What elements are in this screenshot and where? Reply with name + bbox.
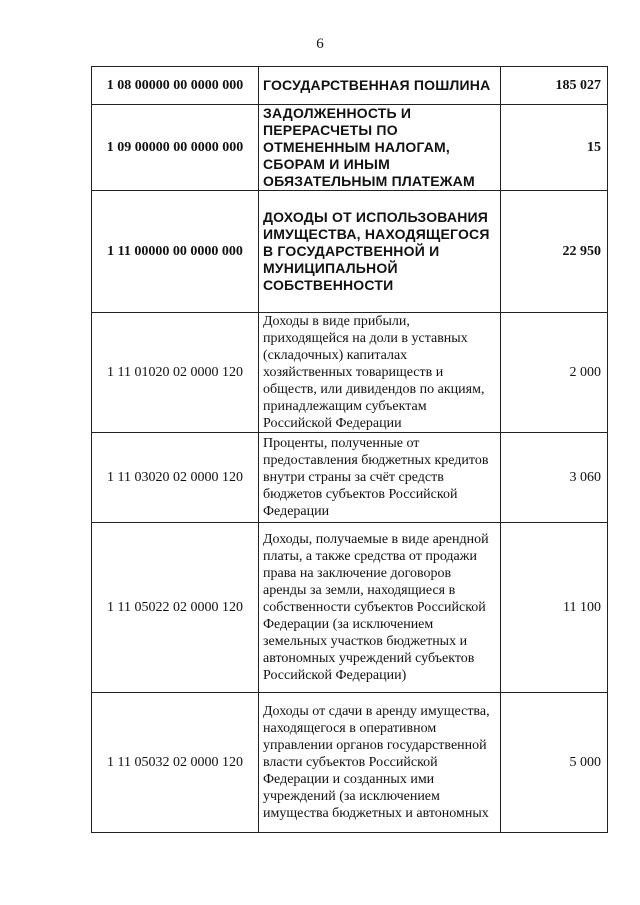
revenue-name: Доходы в виде прибыли, приходящейся на доли в уставных (складочных) капиталах хозяйственных товариществ и обществ, или дивидендов по акциям, принадлежащим субъектам Российской Федерации <box>259 313 501 433</box>
budget-code: 1 11 05032 02 0000 120 <box>92 693 259 833</box>
revenue-name: ДОХОДЫ ОТ ИСПОЛЬЗОВАНИЯ ИМУЩЕСТВА, НАХОДЯЩЕГОСЯ В ГОСУДАРСТВЕННОЙ И МУНИЦИПАЛЬНОЙ СОБСТВЕННОСТИ <box>259 191 501 313</box>
amount: 15 <box>501 105 608 191</box>
budget-code: 1 08 00000 00 0000 000 <box>92 67 259 105</box>
revenue-table <box>91 66 608 833</box>
revenue-name: ЗАДОЛЖЕННОСТЬ И ПЕРЕРАСЧЕТЫ ПО ОТМЕНЕННЫМ НАЛОГАМ, СБОРАМ И ИНЫМ ОБЯЗАТЕЛЬНЫМ ПЛАТЕЖАМ <box>259 105 501 191</box>
budget-code: 1 11 03020 02 0000 120 <box>92 433 259 523</box>
budget-code: 1 09 00000 00 0000 000 <box>92 105 259 191</box>
budget-code: 1 11 00000 00 0000 000 <box>92 191 259 313</box>
amount: 11 100 <box>501 523 608 693</box>
table-row <box>92 191 608 313</box>
amount: 3 060 <box>501 433 608 523</box>
table-row <box>92 67 608 105</box>
amount: 2 000 <box>501 313 608 433</box>
table-row <box>92 693 608 833</box>
revenue-name: Доходы от сдачи в аренду имущества, находящегося в оперативном управлении органов государственной власти субъектов Российской Федерации и созданных ими учреждений (за исключением имущества бюджетных и автономных <box>259 693 501 833</box>
budget-code: 1 11 05022 02 0000 120 <box>92 523 259 693</box>
amount: 22 950 <box>501 191 608 313</box>
amount: 5 000 <box>501 693 608 833</box>
table-row <box>92 523 608 693</box>
table-row <box>92 313 608 433</box>
revenue-name: Доходы, получаемые в виде арендной платы, а также средства от продажи права на заключение договоров аренды за земли, находящиеся в собственности субъектов Российской Федерации (за исключением земельных участков бюджетных и автономных учреждений субъектов Российской Федерации) <box>259 523 501 693</box>
amount: 185 027 <box>501 67 608 105</box>
budget-code: 1 11 01020 02 0000 120 <box>92 313 259 433</box>
page-number: 6 <box>316 36 324 52</box>
table-row <box>92 105 608 191</box>
revenue-name: ГОСУДАРСТВЕННАЯ ПОШЛИНА <box>259 67 501 105</box>
table-row <box>92 433 608 523</box>
revenue-name: Проценты, полученные от предоставления бюджетных кредитов внутри страны за счёт средств бюджетов субъектов Российской Федерации <box>259 433 501 523</box>
